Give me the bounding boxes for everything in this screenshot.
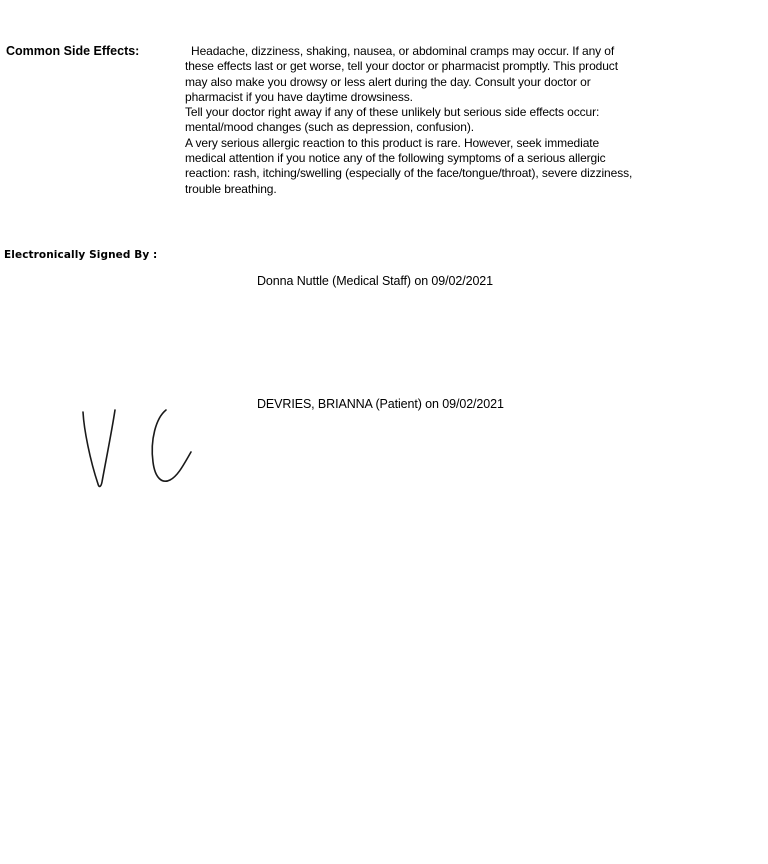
handwritten-signature	[70, 400, 210, 495]
signature-line-medical-staff: Donna Nuttle (Medical Staff) on 09/02/2021	[257, 274, 493, 288]
electronically-signed-label: Electronically Signed By :	[4, 249, 158, 261]
side-effects-label: Common Side Effects:	[6, 44, 140, 58]
side-effects-paragraph-1: Headache, dizziness, shaking, nausea, or abdominal cramps may occur. If any of these effects last or get worse, tell your doctor or pharmacist promptly. This product may also make you drowsy or less alert during the day. Consult your doctor or pharmacist if you have daytime drowsiness.	[185, 44, 618, 104]
signature-line-patient: DEVRIES, BRIANNA (Patient) on 09/02/2021	[257, 397, 504, 411]
side-effects-body	[185, 44, 640, 197]
signature-stroke-v	[83, 410, 115, 486]
side-effects-paragraph-3: A very serious allergic reaction to this product is rare. However, seek immediate medical attention if you notice any of the following symptoms of a serious allergic reaction: rash, itching/swelling (especially of the face/tongue/throat), severe dizziness, trouble breathing.	[185, 135, 633, 196]
signature-stroke-c	[152, 410, 191, 481]
side-effects-paragraph-2: Tell your doctor right away if any of these unlikely but serious side effects occur: mental/mood changes (such as depression, confusion).	[185, 105, 600, 135]
